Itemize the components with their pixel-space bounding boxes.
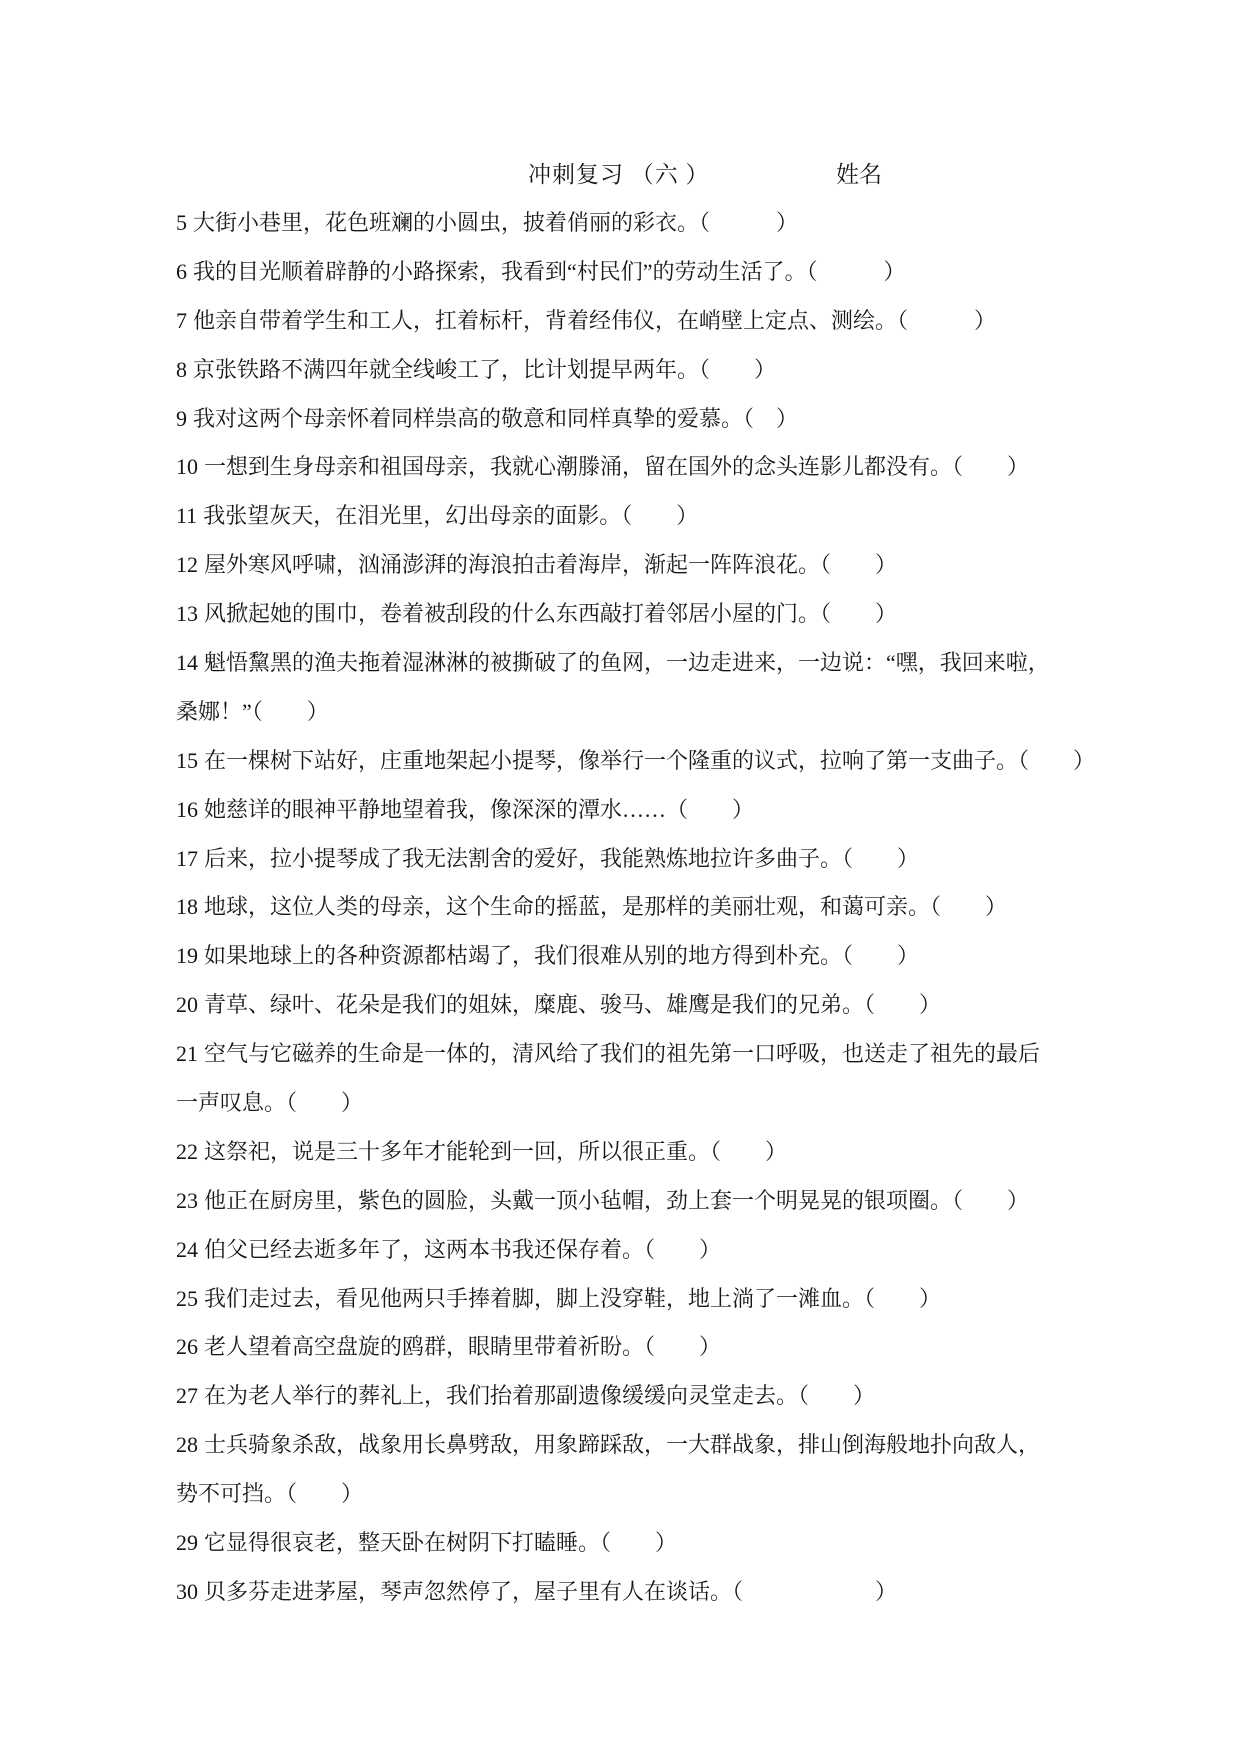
- worksheet-item: [176, 883, 1076, 932]
- item-number: 5: [176, 210, 187, 235]
- item-text: 桑娜！”（ ）: [176, 698, 329, 724]
- item-text: 他亲自带着学生和工人，扛着标杆，背着经伟仪，在峭壁上定点、测绘。（ ）: [193, 307, 997, 333]
- item-number: 10: [176, 454, 198, 480]
- item-text: 京张铁路不满四年就全线峻工了，比计划提早两年。（ ）: [193, 356, 777, 382]
- item-number: 29: [176, 1530, 198, 1556]
- worksheet-item: [176, 199, 1076, 248]
- item-text: 老人望着高空盘旋的鸥群，眼睛里带着祈盼。（ ）: [204, 1334, 722, 1360]
- worksheet-item-continuation: [176, 688, 1076, 737]
- page-title: 冲刺复习 （六 ）: [528, 162, 710, 187]
- item-text: 我们走过去，看见他两只手捧着脚，脚上没穿鞋，地上淌了一滩血。（ ）: [204, 1285, 942, 1311]
- worksheet-item: [176, 590, 1076, 639]
- item-number: 23: [176, 1187, 198, 1213]
- item-number: 11: [176, 503, 198, 529]
- worksheet-item: [176, 346, 1076, 395]
- item-number: 16: [176, 796, 198, 822]
- item-number: 22: [176, 1138, 198, 1164]
- worksheet-item: [176, 395, 1076, 444]
- item-text: 士兵骑象杀敌，战象用长鼻劈敌，用象蹄踩敌，一大群战象，排山倒海般地扑向敌人，: [204, 1432, 1041, 1458]
- item-text: 一想到生身母亲和祖国母亲，我就心潮滕涌，留在国外的念头连影儿都没有。（ ）: [204, 454, 1030, 480]
- worksheet-item: [176, 786, 1076, 835]
- item-number: 8: [176, 356, 187, 382]
- item-text: 地球，这位人类的母亲，这个生命的摇蓝，是那样的美丽壮观，和蔼可亲。（ ）: [204, 894, 1008, 920]
- item-number: 12: [176, 552, 198, 578]
- worksheet-item: [176, 492, 1076, 541]
- item-text: 如果地球上的各种资源都枯竭了，我们很难从别的地方得到朴充。（ ）: [204, 943, 920, 969]
- worksheet-item: [176, 737, 1096, 786]
- name-label: 姓名: [836, 162, 882, 187]
- worksheet-item: [176, 443, 1076, 492]
- worksheet-item: [176, 1372, 1076, 1421]
- worksheet-items: [176, 199, 1096, 1617]
- worksheet-item: [176, 1030, 1076, 1079]
- worksheet-item: [176, 541, 1076, 590]
- worksheet-item: [176, 1275, 1076, 1324]
- item-text: 在一棵树下站好，庄重地架起小提琴，像举行一个隆重的议式，拉响了第一支曲子。（ ）: [204, 747, 1096, 773]
- item-number: 27: [176, 1383, 198, 1409]
- item-text: 空气与它磁养的生命是一体的，清风给了我们的祖先第一口呼吸，也送走了祖先的最后: [204, 1041, 1041, 1067]
- item-number: 9: [176, 405, 187, 431]
- worksheet-item-continuation: [176, 1079, 1076, 1128]
- item-number: 20: [176, 992, 198, 1018]
- item-text: 它显得很哀老，整天卧在树阴下打瞌睡。（ ）: [204, 1530, 678, 1556]
- worksheet-item: [176, 1568, 1076, 1617]
- item-number: 6: [176, 258, 187, 284]
- worksheet-item: [176, 639, 1076, 688]
- worksheet-item: [176, 248, 1076, 297]
- item-number: 19: [176, 943, 198, 969]
- item-number: 26: [176, 1334, 198, 1360]
- item-number: 17: [176, 845, 198, 871]
- item-text: 风掀起她的围巾，卷着被刮段的什么东西敲打着邻居小屋的门。（ ）: [204, 601, 898, 627]
- item-number: 13: [176, 601, 198, 627]
- item-text: 他正在厨房里，紫色的圆脸，头戴一顶小毡帽，劲上套一个明晃晃的银项圈。（ ）: [204, 1187, 1030, 1213]
- item-text: 青草、绿叶、花朵是我们的姐妹，糜鹿、骏马、雄鹰是我们的兄弟。（ ）: [204, 992, 942, 1018]
- item-text: 伯父已经去逝多年了，这两本书我还保存着。（ ）: [204, 1236, 722, 1262]
- item-text: 屋外寒风呼啸，汹涌澎湃的海浪拍击着海岸，渐起一阵阵浪花。（ ）: [204, 552, 898, 578]
- item-text: 在为老人举行的葬礼上，我们抬着那副遗像缓缓向灵堂走去。（ ）: [204, 1383, 876, 1409]
- item-number: 25: [176, 1285, 198, 1311]
- item-number: 14: [176, 650, 198, 676]
- item-text: 我张望灰天，在泪光里，幻出母亲的面影。（ ）: [203, 503, 699, 529]
- item-number: 7: [176, 307, 187, 333]
- item-text: 我的目光顺着辟静的小路探索，我看到“村民们”的劳动生活了。（ ）: [193, 258, 906, 284]
- item-number: 21: [176, 1041, 198, 1067]
- item-text: 大街小巷里，花色班斓的小圆虫，披着俏丽的彩衣。（ ）: [193, 210, 799, 235]
- item-text: 势不可挡。（ ）: [176, 1481, 364, 1507]
- item-text: 魁悟黧黑的渔夫拖着湿淋淋的被撕破了的鱼网，一边走进来，一边说：“嘿，我回来啦，: [204, 650, 1050, 676]
- item-number: 28: [176, 1432, 198, 1458]
- worksheet-item: [176, 932, 1076, 981]
- worksheet-item: [176, 835, 1076, 884]
- item-text: 这祭祀，说是三十多年才能轮到一回，所以很正重。（ ）: [204, 1138, 788, 1164]
- worksheet-item: [176, 1128, 1076, 1177]
- worksheet-item: [176, 1177, 1076, 1226]
- item-number: 15: [176, 747, 198, 773]
- worksheet-item-continuation: [176, 1470, 1076, 1519]
- item-text: 后来，拉小提琴成了我无法割舍的爱好，我能熟炼地拉许多曲子。（ ）: [204, 845, 920, 871]
- item-number: 24: [176, 1236, 198, 1262]
- item-number: 30: [176, 1578, 198, 1604]
- worksheet-item: [176, 1519, 1076, 1568]
- worksheet-item: [176, 1226, 1076, 1275]
- item-number: 18: [176, 894, 198, 920]
- item-text: 我对这两个母亲怀着同样祟高的敬意和同样真挚的爱慕。（ ）: [193, 405, 799, 431]
- worksheet-item: [176, 1421, 1076, 1470]
- item-text: 她慈详的眼神平静地望着我，像深深的潭水……（ ）: [204, 796, 755, 822]
- item-text: 贝多芬走进茅屋，琴声忽然停了，屋子里有人在谈话。（ ）: [204, 1578, 898, 1604]
- item-text: 一声叹息。（ ）: [176, 1090, 364, 1116]
- worksheet-item: [176, 981, 1076, 1030]
- worksheet-item: [176, 297, 1076, 346]
- worksheet-item: [176, 1323, 1076, 1372]
